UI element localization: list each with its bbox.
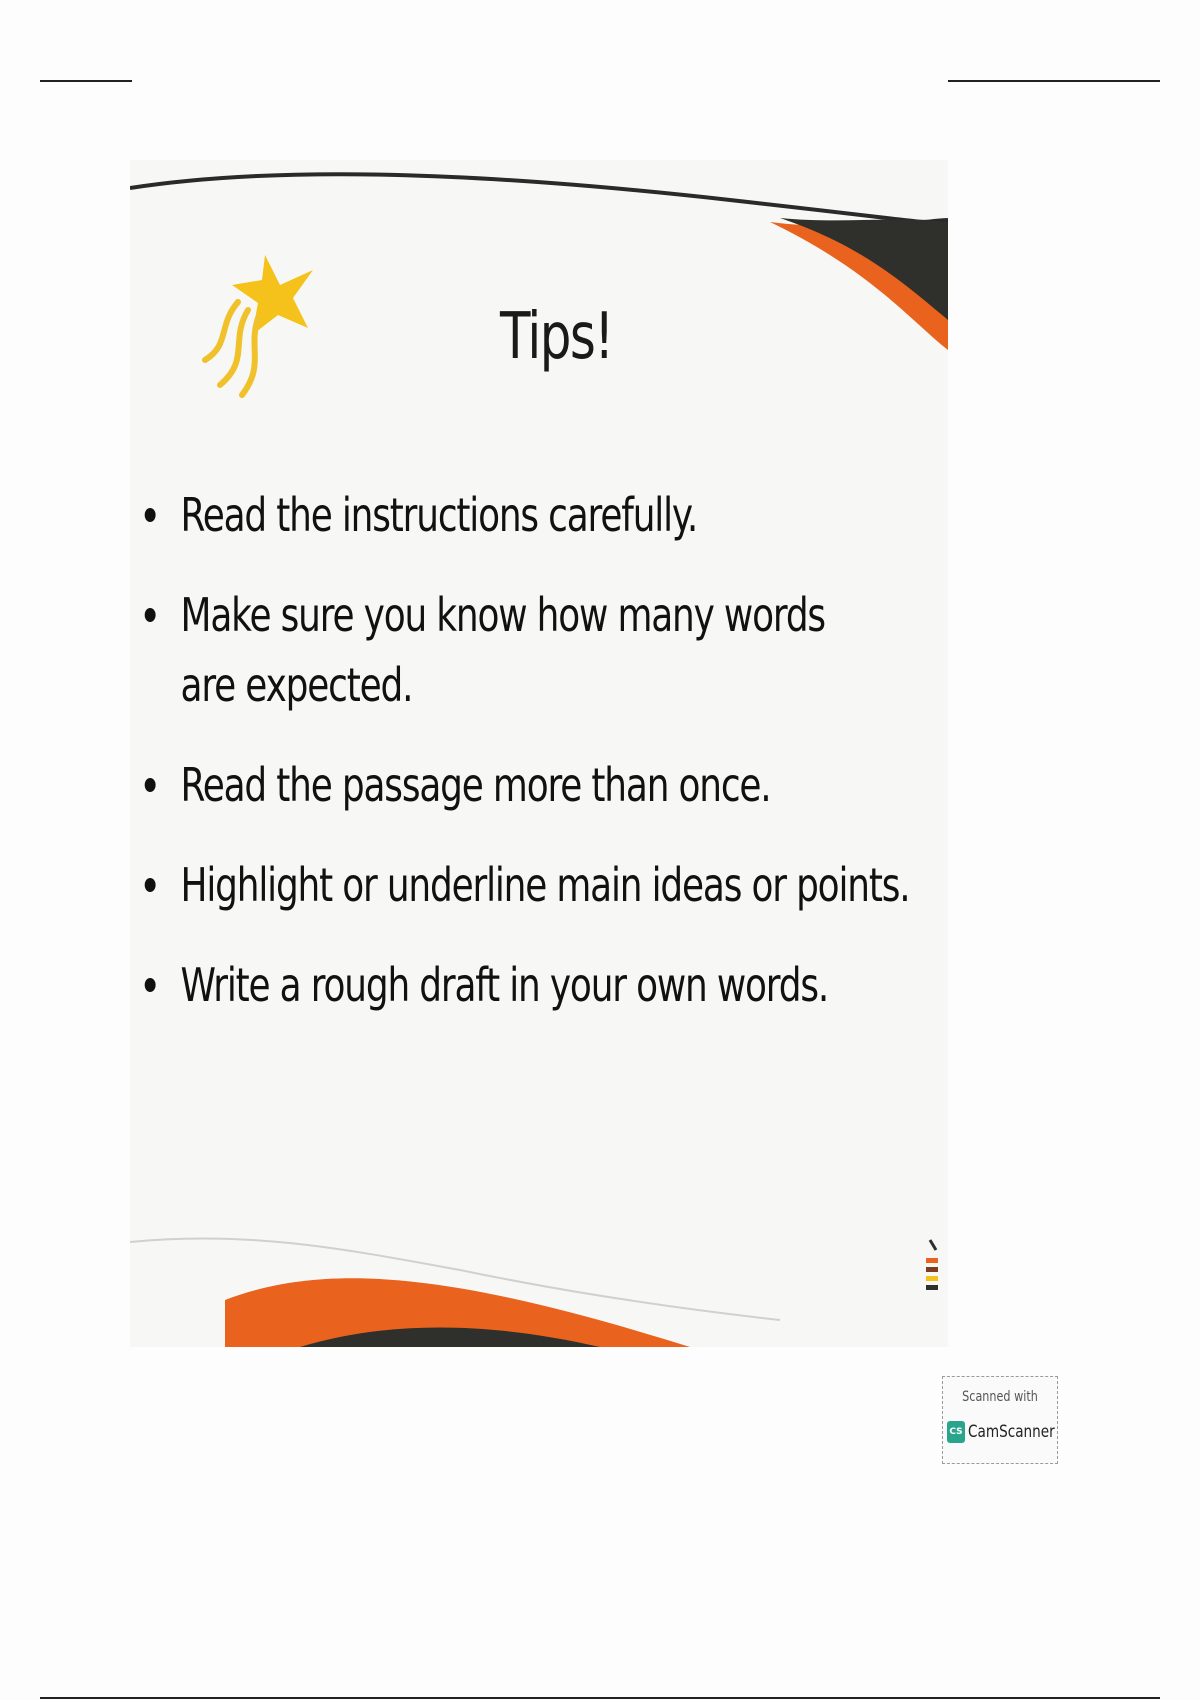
rainbow-logo-icon bbox=[926, 1240, 938, 1290]
list-item bbox=[140, 580, 851, 720]
list-item bbox=[140, 850, 920, 920]
list-item bbox=[140, 480, 920, 550]
bullet-icon bbox=[145, 508, 156, 522]
slide-title: Tips! bbox=[500, 300, 613, 374]
tips-list bbox=[140, 480, 920, 1050]
stamp-brand-row bbox=[947, 1421, 1076, 1443]
slide bbox=[130, 160, 948, 1347]
list-item bbox=[140, 750, 920, 820]
camscanner-stamp bbox=[942, 1376, 1058, 1464]
stamp-caption: Scanned with bbox=[962, 1389, 1038, 1405]
tip-text: Highlight or underline main ideas or points. bbox=[180, 858, 910, 912]
tip-text: Write a rough draft in your own words. bbox=[180, 958, 829, 1012]
stamp-brand: CamScanner bbox=[968, 1422, 1055, 1442]
bullet-icon bbox=[145, 778, 156, 792]
tip-text: Read the instructions carefully. bbox=[180, 488, 698, 542]
bullet-icon bbox=[145, 878, 156, 892]
list-item bbox=[140, 950, 920, 1020]
tip-text: Make sure you know how many words are expected. bbox=[180, 588, 825, 712]
bullet-icon bbox=[145, 608, 156, 622]
tip-text: Read the passage more than once. bbox=[180, 758, 771, 812]
page-top-rule-right bbox=[948, 80, 1160, 82]
camscanner-logo-icon: CS bbox=[947, 1421, 965, 1443]
page-bottom-rule bbox=[40, 1697, 1160, 1699]
shooting-star-icon bbox=[205, 255, 313, 395]
page-top-rule-left bbox=[40, 80, 132, 82]
bullet-icon bbox=[145, 978, 156, 992]
